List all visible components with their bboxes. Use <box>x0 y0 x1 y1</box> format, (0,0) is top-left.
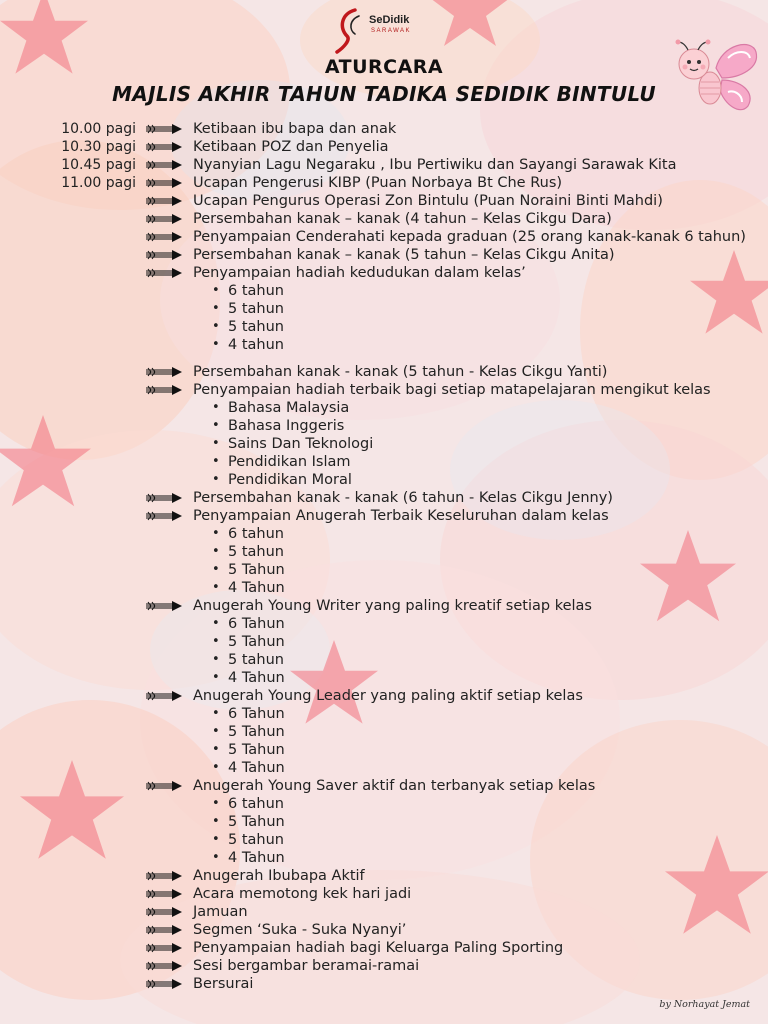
agenda-subitem <box>146 669 766 687</box>
agenda-subitem-text: 5 tahun <box>228 544 284 560</box>
agenda-subitem <box>146 579 766 597</box>
bullet-icon: • <box>212 400 220 415</box>
bullet-icon: • <box>212 544 220 559</box>
author-signature: by Norhayat Jemat <box>659 999 750 1010</box>
agenda-subitem-text: 4 Tahun <box>228 580 285 596</box>
agenda-subitem <box>146 705 766 723</box>
bullet-icon: • <box>212 724 220 739</box>
agenda-item <box>146 363 766 381</box>
time-column <box>40 120 136 192</box>
agenda-subitem <box>146 795 766 813</box>
page-title: ATURCARA <box>324 56 444 78</box>
bullet-icon: • <box>212 616 220 631</box>
agenda-item-text: Ketibaan POZ dan Penyelia <box>193 139 389 155</box>
bullet-icon: • <box>212 301 220 316</box>
logo-subtitle: SARAWAK <box>371 28 412 34</box>
arrow-icon <box>146 925 182 935</box>
agenda-item <box>146 885 766 903</box>
agenda-subitem-text: 6 tahun <box>228 526 284 542</box>
agenda-item-text: Anugerah Young Leader yang paling aktif setiap kelas <box>193 688 583 704</box>
agenda-time: 10.30 pagi <box>61 139 136 155</box>
agenda-item-text: Ketibaan ibu bapa dan anak <box>193 121 397 137</box>
arrow-icon <box>146 781 182 791</box>
bullet-icon: • <box>212 652 220 667</box>
arrow-icon <box>146 889 182 899</box>
agenda-item <box>146 120 766 138</box>
agenda-item <box>146 192 766 210</box>
bullet-icon: • <box>212 670 220 685</box>
agenda-subitem-text: 5 tahun <box>228 652 284 668</box>
agenda-item-text: Nyanyian Lagu Negaraku , Ibu Pertiwiku dan Sayangi Sarawak Kita <box>193 157 677 173</box>
agenda-subitem-text: 5 Tahun <box>228 814 285 830</box>
agenda-list <box>146 120 766 993</box>
bullet-icon: • <box>212 472 220 487</box>
agenda-subitem <box>146 318 766 336</box>
bullet-icon: • <box>212 337 220 352</box>
agenda-subitem-text: Sains Dan Teknologi <box>228 436 374 452</box>
agenda-subitem-text: 6 tahun <box>228 283 284 299</box>
agenda-subitem <box>146 813 766 831</box>
bullet-icon: • <box>212 760 220 775</box>
logo-swoosh-icon <box>333 6 373 54</box>
agenda-item <box>146 381 766 399</box>
bullet-icon: • <box>212 580 220 595</box>
agenda-item-text: Persembahan kanak – kanak (5 tahun – Kelas Cikgu Anita) <box>193 247 615 263</box>
bullet-icon: • <box>212 562 220 577</box>
agenda-item-text: Sesi bergambar beramai-ramai <box>193 958 420 974</box>
arrow-icon <box>146 178 182 188</box>
logo-name: SeDidik <box>369 14 410 26</box>
agenda-subitem <box>146 435 766 453</box>
page-subtitle: MAJLIS AKHIR TAHUN TADIKA SEDIDIK BINTULU <box>112 82 656 106</box>
agenda-subitem-text: 4 Tahun <box>228 850 285 866</box>
agenda-time: 11.00 pagi <box>61 175 136 191</box>
arrow-icon <box>146 214 182 224</box>
agenda-subitem-text: 4 Tahun <box>228 760 285 776</box>
arrow-icon <box>146 196 182 206</box>
agenda-item-text: Persembahan kanak - kanak (6 tahun - Kelas Cikgu Jenny) <box>193 490 613 506</box>
agenda-subitem <box>146 543 766 561</box>
arrow-icon <box>146 691 182 701</box>
agenda-item <box>146 687 766 705</box>
agenda-item <box>146 156 766 174</box>
agenda-item-text: Penyampaian Anugerah Terbaik Keseluruhan dalam kelas <box>193 508 609 524</box>
agenda-subitem <box>146 282 766 300</box>
agenda-subitem-text: Bahasa Inggeris <box>228 418 345 434</box>
agenda-time: 10.00 pagi <box>61 121 136 137</box>
agenda-subitem-text: 5 Tahun <box>228 724 285 740</box>
agenda-item-text: Penyampaian Cenderahati kepada graduan (25 orang kanak-kanak 6 tahun) <box>193 229 746 245</box>
agenda-subitem <box>146 399 766 417</box>
agenda-item-text: Anugerah Ibubapa Aktif <box>193 868 365 884</box>
agenda-subitem-text: Pendidikan Moral <box>228 472 352 488</box>
agenda-subitem <box>146 849 766 867</box>
agenda-item <box>146 507 766 525</box>
bullet-icon: • <box>212 454 220 469</box>
agenda-item <box>146 921 766 939</box>
agenda-subitem <box>146 561 766 579</box>
agenda-item <box>146 174 766 192</box>
agenda-subitem <box>146 615 766 633</box>
agenda-subitem <box>146 831 766 849</box>
agenda-subitem <box>146 336 766 354</box>
agenda-subitem <box>146 471 766 489</box>
agenda-item <box>146 138 766 156</box>
agenda-item-text: Penyampaian hadiah terbaik bagi setiap matapelajaran mengikut kelas <box>193 382 711 398</box>
agenda-item-text: Persembahan kanak – kanak (4 tahun – Kelas Cikgu Dara) <box>193 211 612 227</box>
bullet-icon: • <box>212 634 220 649</box>
agenda-item-text: Anugerah Young Saver aktif dan terbanyak setiap kelas <box>193 778 596 794</box>
agenda-subitem <box>146 651 766 669</box>
agenda-subitem <box>146 759 766 777</box>
arrow-icon <box>146 961 182 971</box>
agenda-item-text: Segmen ‘Suka - Suka Nyanyi’ <box>193 922 407 938</box>
agenda-item-text: Penyampaian hadiah kedudukan dalam kelas’ <box>193 265 526 281</box>
agenda-subitem-text: 4 tahun <box>228 337 284 353</box>
agenda-item <box>146 264 766 282</box>
agenda-time: 10.45 pagi <box>61 157 136 173</box>
bullet-icon: • <box>212 814 220 829</box>
bullet-icon: • <box>212 796 220 811</box>
agenda-subitem-text: 4 Tahun <box>228 670 285 686</box>
bullet-icon: • <box>212 418 220 433</box>
sedidik-logo <box>333 6 423 54</box>
agenda-subitem <box>146 300 766 318</box>
agenda-subitem-text: 5 Tahun <box>228 634 285 650</box>
spacer <box>146 354 766 363</box>
agenda-subitem-text: 5 tahun <box>228 319 284 335</box>
bullet-icon: • <box>212 283 220 298</box>
agenda-subitem-text: 5 Tahun <box>228 562 285 578</box>
bullet-icon: • <box>212 706 220 721</box>
agenda-item <box>146 228 766 246</box>
arrow-icon <box>146 511 182 521</box>
arrow-icon <box>146 250 182 260</box>
agenda-item <box>146 210 766 228</box>
agenda-subitem-text: 5 tahun <box>228 832 284 848</box>
bullet-icon: • <box>212 742 220 757</box>
agenda-item <box>146 489 766 507</box>
arrow-icon <box>146 142 182 152</box>
agenda-item-text: Ucapan Pengerusi KIBP (Puan Norbaya Bt Che Rus) <box>193 175 563 191</box>
bullet-icon: • <box>212 850 220 865</box>
agenda-subitem-text: 6 Tahun <box>228 706 285 722</box>
butterfly-icon <box>670 38 760 116</box>
arrow-icon <box>146 124 182 134</box>
agenda-item-text: Persembahan kanak - kanak (5 tahun - Kelas Cikgu Yanti) <box>193 364 608 380</box>
arrow-icon <box>146 160 182 170</box>
agenda-subitem-text: 5 Tahun <box>228 742 285 758</box>
arrow-icon <box>146 385 182 395</box>
agenda-subitem-text: Bahasa Malaysia <box>228 400 350 416</box>
arrow-icon <box>146 943 182 953</box>
agenda-item <box>146 903 766 921</box>
agenda-item-text: Ucapan Pengurus Operasi Zon Bintulu (Puan Noraini Binti Mahdi) <box>193 193 663 209</box>
agenda-item <box>146 597 766 615</box>
agenda-subitem-text: 6 tahun <box>228 796 284 812</box>
bullet-icon: • <box>212 319 220 334</box>
agenda-item <box>146 957 766 975</box>
agenda-item-text: Acara memotong kek hari jadi <box>193 886 412 902</box>
agenda-item <box>146 975 766 993</box>
bullet-icon: • <box>212 526 220 541</box>
arrow-icon <box>146 601 182 611</box>
agenda-subitem-text: Pendidikan Islam <box>228 454 351 470</box>
agenda-subitem-text: 6 Tahun <box>228 616 285 632</box>
arrow-icon <box>146 367 182 377</box>
agenda-subitem <box>146 741 766 759</box>
agenda-subitem <box>146 633 766 651</box>
arrow-icon <box>146 979 182 989</box>
agenda-item-text: Jamuan <box>193 904 248 920</box>
agenda-item-text: Anugerah Young Writer yang paling kreatif setiap kelas <box>193 598 592 614</box>
agenda-subitem <box>146 453 766 471</box>
agenda-item <box>146 867 766 885</box>
agenda-item-text: Bersurai <box>193 976 254 992</box>
bullet-icon: • <box>212 832 220 847</box>
arrow-icon <box>146 907 182 917</box>
agenda-item <box>146 939 766 957</box>
agenda-item <box>146 777 766 795</box>
agenda-subitem <box>146 723 766 741</box>
arrow-icon <box>146 232 182 242</box>
agenda-item-text: Penyampaian hadiah bagi Keluarga Paling Sporting <box>193 940 564 956</box>
agenda-item <box>146 246 766 264</box>
arrow-icon <box>146 268 182 278</box>
arrow-icon <box>146 493 182 503</box>
bullet-icon: • <box>212 436 220 451</box>
arrow-icon <box>146 871 182 881</box>
agenda-subitem-text: 5 tahun <box>228 301 284 317</box>
agenda-subitem <box>146 417 766 435</box>
agenda-subitem <box>146 525 766 543</box>
